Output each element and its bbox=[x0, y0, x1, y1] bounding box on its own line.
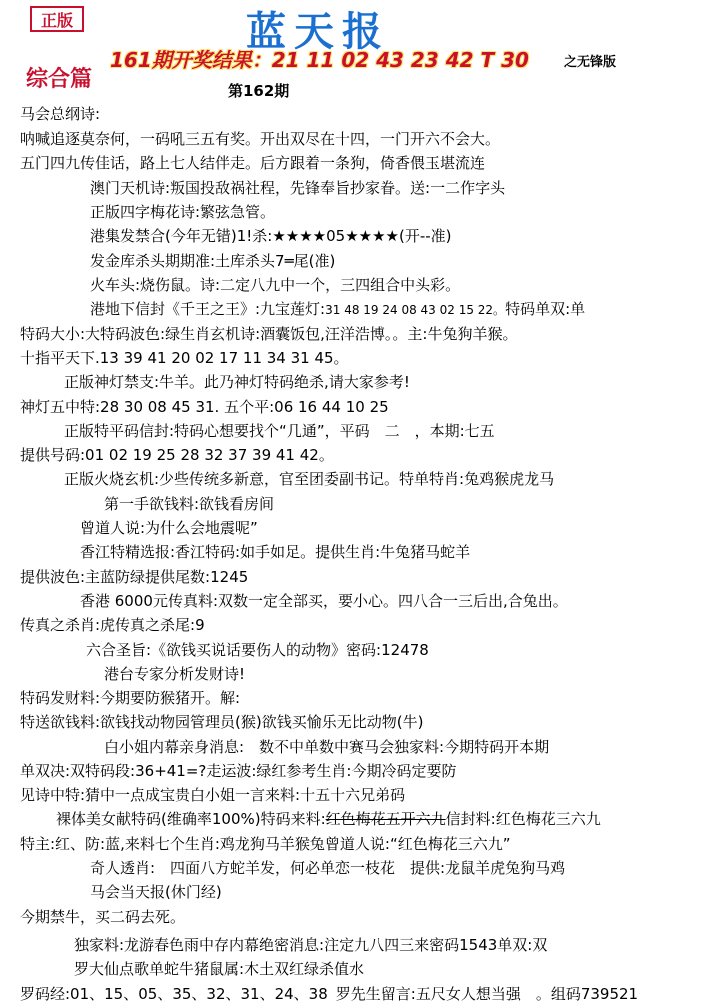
line-02: 呐喊追逐莫奈何，一码吼三五有奖。开出双尽在十四，一门开六不会大。 bbox=[20, 130, 501, 148]
line-26: 特送欲钱料:欲钱找动物园管理员(猴)欲钱买愉乐无比动物(牛) bbox=[20, 713, 424, 731]
line-22: 传真之杀肖:虎传真之杀尾:9 bbox=[20, 616, 205, 634]
line-10: 特码大小:大特码波色:绿生肖玄机诗:酒囊饭包,汪洋浩博。。主:牛兔狗羊猴。 bbox=[20, 325, 518, 343]
line-08: 火车头:烧伤鼠。诗:二定八九中一个，三四组合中头彩。 bbox=[90, 276, 461, 294]
line-30 bbox=[56, 809, 601, 829]
line-07: 发金库杀头期期准:土库杀头7═尾(准) bbox=[90, 252, 336, 270]
edition-badge: 正版 bbox=[30, 6, 84, 32]
line-20: 提供波色:主蓝防绿提供尾数:1245 bbox=[20, 568, 249, 586]
line-09 bbox=[90, 299, 585, 320]
page-title: 蓝天报 bbox=[246, 8, 390, 55]
line-30-label: 裸体美女献特码(维确率100%)特码来料: bbox=[56, 810, 326, 828]
line-24: 港台专家分析发财诗! bbox=[104, 665, 246, 683]
draw-result: 161期开奖结果：21 11 02 43 23 42 T 30 bbox=[110, 48, 529, 72]
edition-label: 之无锋版 bbox=[564, 55, 617, 70]
line-31: 特主:红、防:蓝,来料七个生肖:鸡龙狗马羊猴兔曾道人说:“红色梅花三六九” bbox=[20, 835, 511, 853]
line-18: 曾道人说:为什么会地震呢” bbox=[80, 519, 258, 537]
line-32: 奇人透肖: 四面八方蛇羊发，何必单恋一枝花 提供:龙鼠羊虎兔狗马鸡 bbox=[90, 859, 566, 877]
line-30-tail: 信封料:红色梅花三六九 bbox=[445, 810, 601, 828]
line-06: 港集发禁合(今年无错)1!杀:★★★★05★★★★(开--准) bbox=[90, 227, 452, 245]
line-33: 马会当天报(休门经) bbox=[90, 883, 222, 901]
line-19: 香江特精选报:香江特码:如手如足。提供生肖:牛兔猪马蛇羊 bbox=[80, 543, 471, 561]
line-14: 正版特平码信封:特码心想要找个“几通”，平码 二 ，本期:七五 bbox=[64, 422, 495, 440]
line-12: 正版神灯禁支:牛羊。此乃神灯特码绝杀,请大家参考! bbox=[64, 373, 410, 391]
line-16: 正版火烧玄机:少些传统多新意，官至团委副书记。特单特肖:兔鸡猴虎龙马 bbox=[64, 470, 555, 488]
line-01: 马会总纲诗: bbox=[20, 105, 101, 123]
line-04: 澳门天机诗:叛国投敌祸社程，先锋奉旨抄家眷。送:一二作字头 bbox=[90, 179, 506, 197]
line-05: 正版四字梅花诗:繁弦急管。 bbox=[90, 203, 276, 221]
line-27: 白小姐内幕亲身消息: 数不中单数中赛马会独家料:今期特码开本期 bbox=[104, 738, 550, 756]
line-35: 独家料:龙游春色雨中存内幕绝密消息:注定九八四三来密码1543单双:双 bbox=[74, 936, 548, 954]
line-13: 神灯五中特:28 30 08 45 31. 五个平:06 16 44 10 25 bbox=[20, 398, 389, 416]
section-title: 综合篇 bbox=[26, 66, 93, 92]
issue-number: 第162期 bbox=[228, 82, 290, 100]
line-36: 罗大仙点歌单蛇牛猪鼠属:木土双红绿杀值水 bbox=[74, 960, 365, 978]
line-21: 香港 6000元传真料:双数一定全部买，要小心。四八合一三后出,合兔出。 bbox=[80, 592, 568, 610]
line-37-codes: 罗码经:01、15、05、35、32、31、24、38 bbox=[20, 985, 328, 1003]
line-09-label: 港地下信封《千王之王》:九宝莲灯: bbox=[90, 300, 326, 318]
line-37 bbox=[20, 984, 638, 1004]
line-23: 六合圣旨:《欲钱买说话要伤人的动物》密码:12478 bbox=[86, 641, 429, 659]
line-29: 见诗中特:猜中一点成宝贵白小姐一言来料:十五十六兄弟码 bbox=[20, 786, 406, 804]
line-15: 提供号码:01 02 19 25 28 32 37 39 41 42。 bbox=[20, 446, 334, 464]
line-11: 十指平天下.13 39 41 20 02 17 11 34 31 45。 bbox=[20, 349, 349, 367]
line-37-message: 罗先生留言:五尺女人想当强 。组码739521 bbox=[335, 985, 639, 1003]
line-34: 今期禁牛，买二码去死。 bbox=[20, 908, 186, 926]
line-25: 特码发财料:今期要防猴猪开。解: bbox=[20, 689, 241, 707]
line-30-struck: 红色梅花五开六九 bbox=[325, 810, 446, 828]
line-09-tail: 特码单双:单 bbox=[505, 300, 586, 318]
line-17: 第一手欲钱料:欲钱看房间 bbox=[104, 495, 275, 513]
line-28: 单双决:双特码段:36+41=?走运波:绿红参考生肖:今期冷码定要防 bbox=[20, 762, 457, 780]
line-03: 五门四九传佳话，路上七人结伴走。后方跟着一条狗，倚香偎玉堪流连 bbox=[20, 154, 486, 172]
line-09-numbers: 31 48 19 24 08 43 02 15 22。 bbox=[325, 303, 506, 317]
